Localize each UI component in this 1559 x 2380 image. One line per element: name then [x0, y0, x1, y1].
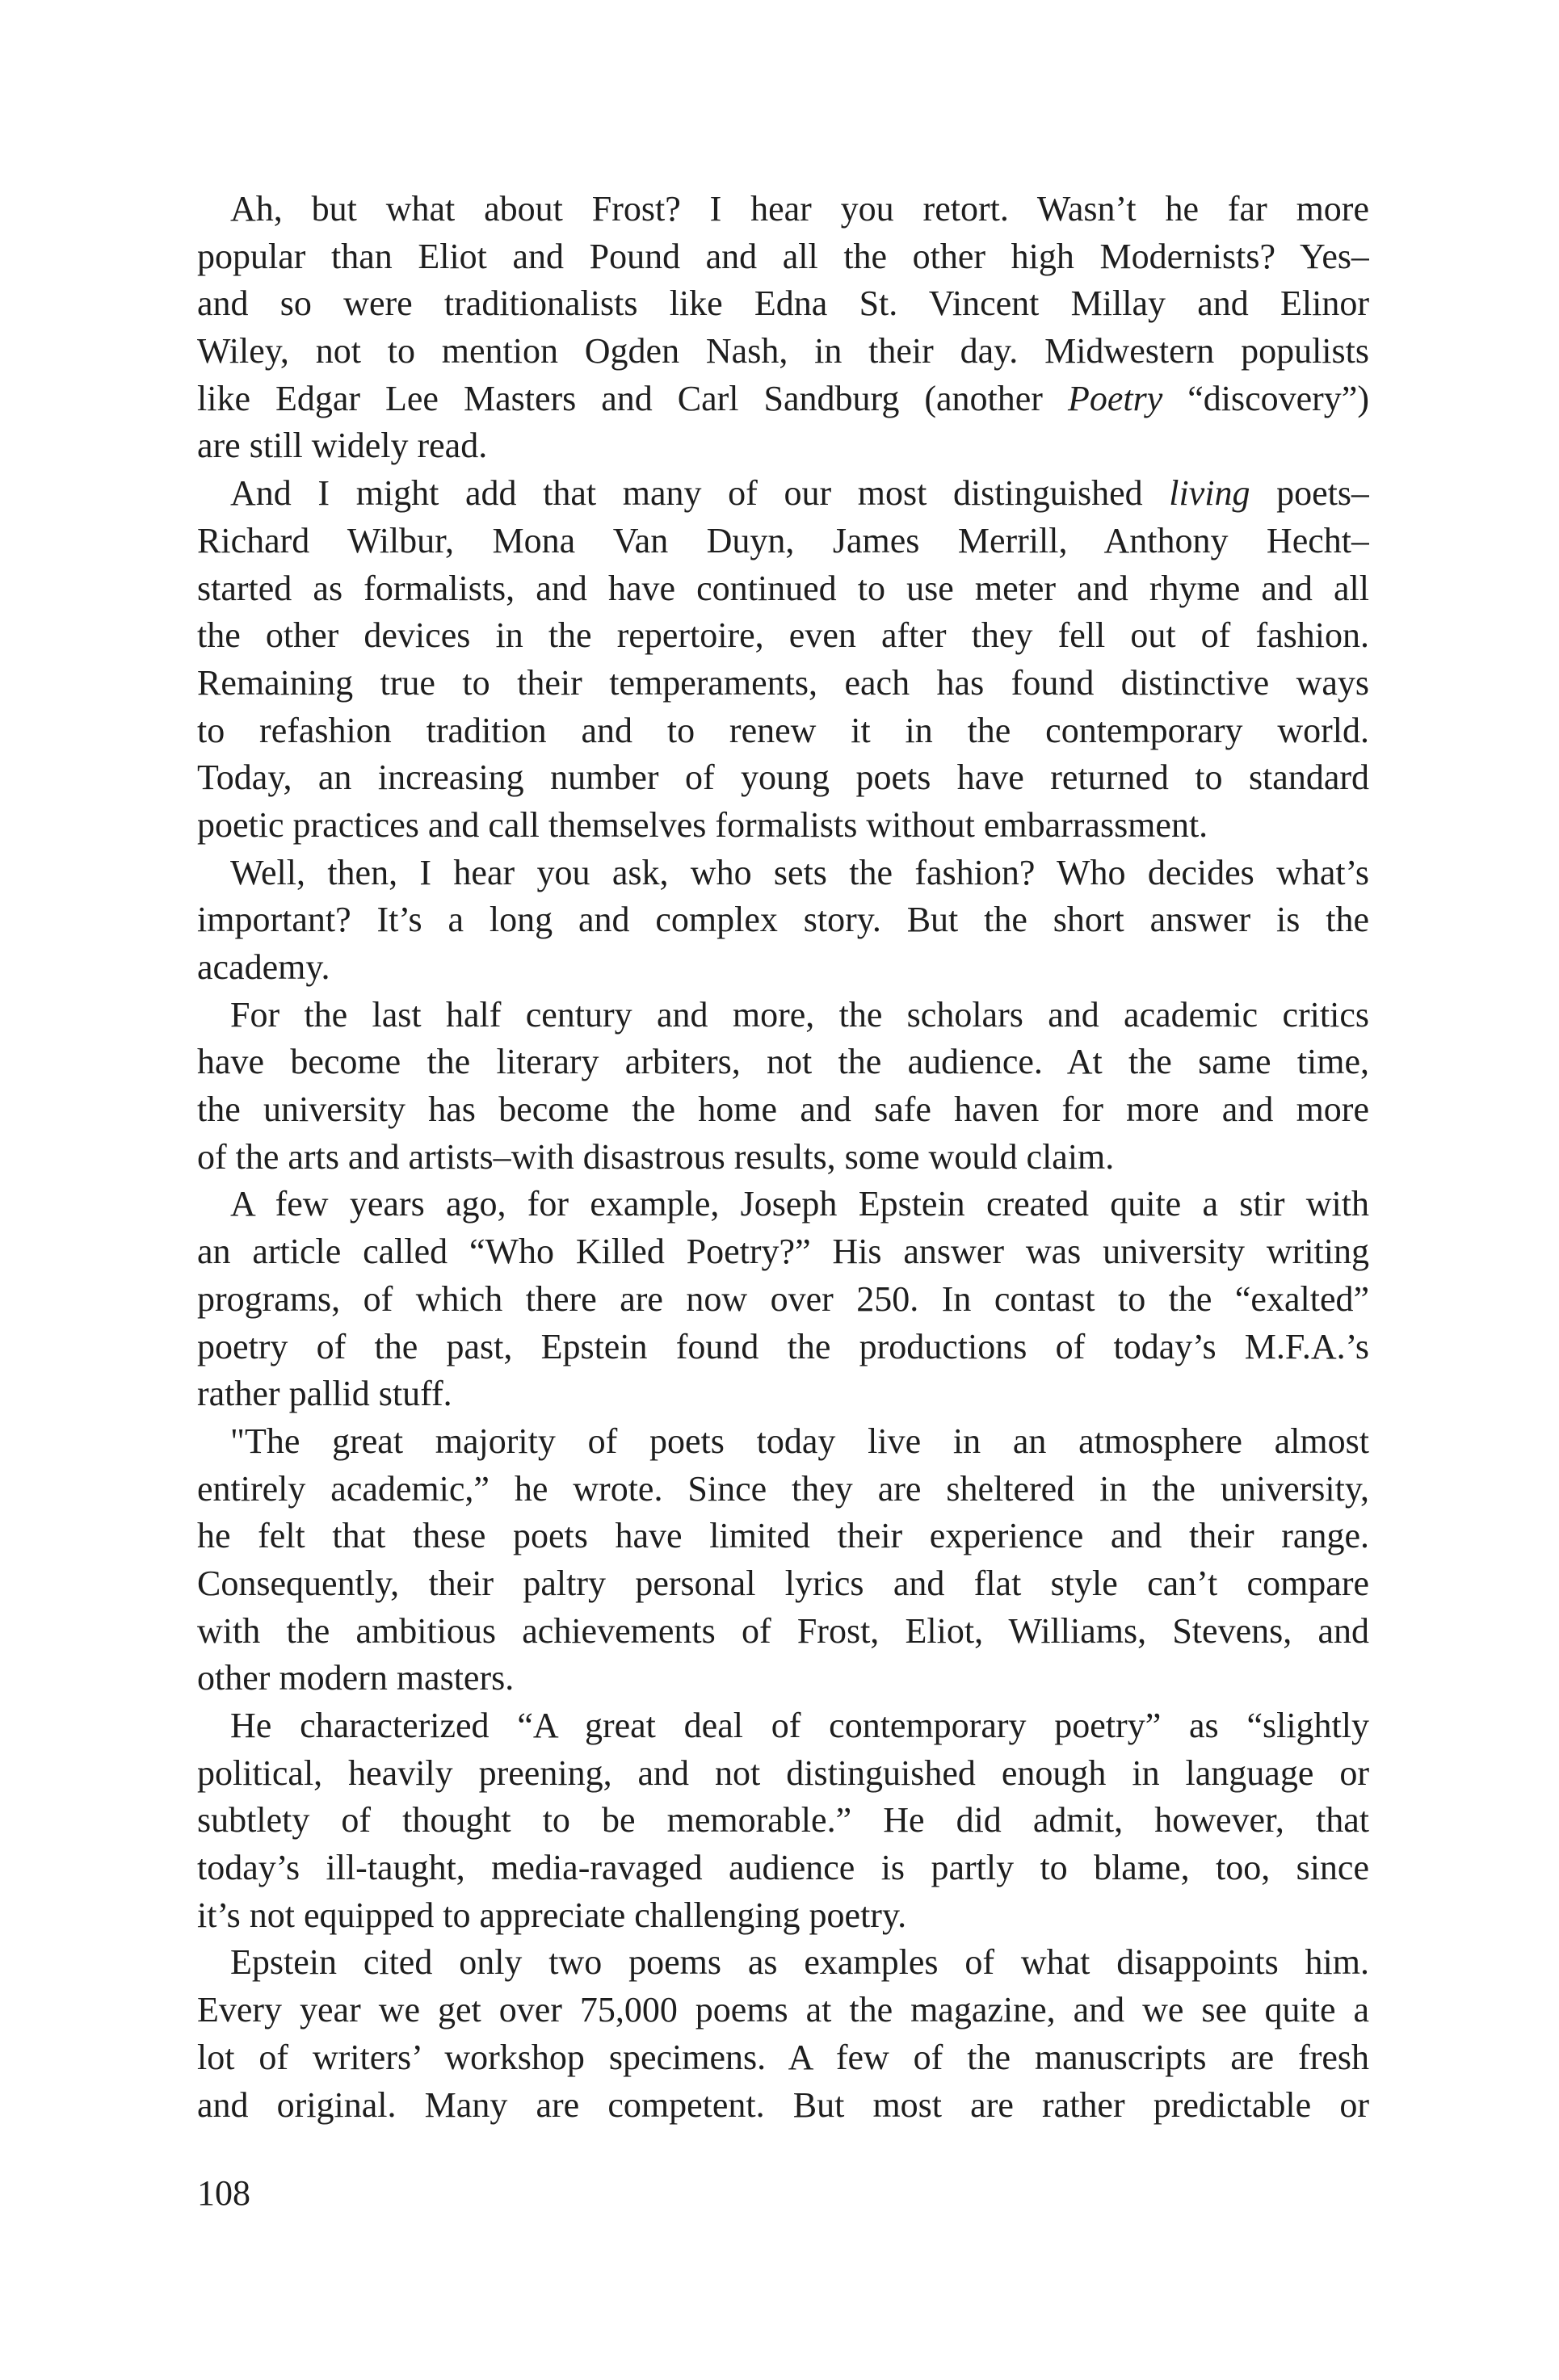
- paragraph: [197, 186, 1369, 470]
- text-line: [197, 1845, 1369, 1892]
- text-segment: popular than Eliot and Pound and all the other high Modernists? Yes–: [197, 236, 1369, 276]
- text-line: [197, 1939, 1369, 1987]
- text-segment: lot of writers’ workshop specimens. A few of the manuscripts are fresh: [197, 2037, 1369, 2077]
- text-line: [197, 1892, 1369, 1940]
- text-segment: He characterized “A great deal of contemporary poetry” as “slightly: [230, 1706, 1369, 1745]
- text-segment: like Edgar Lee Masters and Carl Sandburg (another: [197, 378, 1068, 418]
- text-segment: rather pallid stuff.: [197, 1374, 452, 1414]
- text-line: [197, 233, 1369, 281]
- text-segment: poetic practices and call themselves formalists without embarrassment.: [197, 804, 1208, 845]
- text-segment: of the arts and artists–with disastrous results, some would claim.: [197, 1136, 1115, 1177]
- text-line: [197, 1370, 1369, 1418]
- text-line: [197, 707, 1369, 755]
- text-segment: poetry of the past, Epstein found the productions of today’s M.F.A.’s: [197, 1326, 1369, 1366]
- paragraph: [197, 1939, 1369, 2129]
- text-line: [197, 328, 1369, 376]
- page-body: [197, 186, 1369, 2129]
- text-segment: the university has become the home and safe haven for more and more: [197, 1089, 1369, 1130]
- text-line: [197, 1608, 1369, 1656]
- text-line: [197, 1418, 1369, 1466]
- text-line: [197, 1513, 1369, 1560]
- text-segment: the other devices in the repertoire, even after they fell out of fashion.: [197, 615, 1369, 656]
- text-segment: Wiley, not to mention Ogden Nash, in their day. Midwestern populists: [197, 331, 1369, 371]
- text-line: [197, 992, 1369, 1039]
- paragraph: [197, 992, 1369, 1182]
- text-line: [197, 1750, 1369, 1798]
- text-segment: today’s ill-taught, media-ravaged audience is partly to blame, too, since: [197, 1848, 1369, 1888]
- text-line: [197, 1797, 1369, 1845]
- text-segment: Today, an increasing number of young poets have returned to standard: [197, 758, 1369, 798]
- text-segment: academy.: [197, 947, 330, 987]
- text-segment: he felt that these poets have limited their experience and their range.: [197, 1516, 1369, 1556]
- paragraph: [197, 470, 1369, 850]
- text-line: [197, 518, 1369, 565]
- text-segment: started as formalists, and have continued to use meter and rhyme and all: [197, 568, 1369, 608]
- text-segment: Richard Wilbur, Mona Van Duyn, James Merrill, Anthony Hecht–: [197, 520, 1369, 560]
- text-segment: Every year we get over 75,000 poems at the magazine, and we see quite a: [197, 1990, 1369, 2030]
- text-segment: "The great majority of poets today live in an atmosphere almost: [230, 1421, 1369, 1461]
- text-segment: important? It’s a long and complex story. But the short answer is the: [197, 900, 1369, 940]
- text-segment: with the ambitious achievements of Frost, Eliot, Williams, Stevens, and: [197, 1610, 1369, 1651]
- text-line: [197, 1181, 1369, 1228]
- paragraph: [197, 850, 1369, 992]
- text-segment: entirely academic,” he wrote. Since they are sheltered in the university,: [197, 1468, 1369, 1509]
- text-line: [197, 1987, 1369, 2034]
- paragraph: [197, 1418, 1369, 1702]
- text-line: [197, 2034, 1369, 2082]
- text-line: [197, 186, 1369, 233]
- text-line: [197, 1228, 1369, 1276]
- text-line: [197, 376, 1369, 423]
- text-segment: have become the literary arbiters, not the audience. At the same time,: [197, 1042, 1369, 1082]
- text-segment: “discovery”): [1162, 378, 1369, 418]
- text-segment: other modern masters.: [197, 1658, 515, 1698]
- text-line: [197, 2082, 1369, 2130]
- text-line: [197, 896, 1369, 944]
- text-line: [197, 1702, 1369, 1750]
- italic-text: living: [1169, 473, 1250, 514]
- text-line: [197, 1134, 1369, 1182]
- text-line: [197, 422, 1369, 470]
- text-segment: and so were traditionalists like Edna St. Vincent Millay and Elinor: [197, 283, 1369, 324]
- text-line: [197, 565, 1369, 613]
- text-line: [197, 1655, 1369, 1702]
- text-segment: And I might add that many of our most distinguished: [230, 473, 1170, 514]
- text-line: [197, 1324, 1369, 1371]
- text-line: [197, 1560, 1369, 1608]
- text-line: [197, 1039, 1369, 1086]
- text-segment: to refashion tradition and to renew it in the contemporary world.: [197, 710, 1369, 750]
- text-segment: Remaining true to their temperaments, each has found distinctive ways: [197, 662, 1369, 703]
- page-number: 108: [197, 2173, 250, 2213]
- text-segment: For the last half century and more, the scholars and academic critics: [230, 994, 1369, 1035]
- text-line: [197, 280, 1369, 328]
- text-segment: Ah, but what about Frost? I hear you retort. Wasn’t he far more: [230, 189, 1369, 229]
- text-line: [197, 612, 1369, 660]
- text-segment: poets–: [1250, 473, 1369, 514]
- text-segment: Consequently, their paltry personal lyrics and flat style can’t compare: [197, 1563, 1369, 1603]
- text-segment: are still widely read.: [197, 426, 488, 466]
- text-segment: Well, then, I hear you ask, who sets the fashion? Who decides what’s: [230, 852, 1369, 892]
- text-segment: it’s not equipped to appreciate challenging poetry.: [197, 1895, 907, 1935]
- text-line: [197, 754, 1369, 802]
- text-line: [197, 802, 1369, 850]
- text-segment: an article called “Who Killed Poetry?” His answer was university writing: [197, 1232, 1369, 1272]
- text-segment: political, heavily preening, and not distinguished enough in language or: [197, 1752, 1369, 1793]
- italic-text: Poetry: [1067, 378, 1163, 418]
- text-line: [197, 850, 1369, 897]
- text-segment: Epstein cited only two poems as examples of what disappoints him.: [230, 1942, 1369, 1983]
- text-line: [197, 660, 1369, 707]
- paragraph: [197, 1702, 1369, 1939]
- text-segment: A few years ago, for example, Joseph Epstein created quite a stir with: [230, 1184, 1369, 1224]
- paragraph: [197, 1181, 1369, 1417]
- text-segment: subtlety of thought to be memorable.” He did admit, however, that: [197, 1800, 1369, 1841]
- text-segment: and original. Many are competent. But most are rather predictable or: [197, 2084, 1369, 2125]
- text-line: [197, 1276, 1369, 1324]
- text-line: [197, 470, 1369, 518]
- text-line: [197, 944, 1369, 992]
- text-segment: programs, of which there are now over 250. In contast to the “exalted”: [197, 1278, 1369, 1319]
- text-line: [197, 1466, 1369, 1513]
- text-line: [197, 1086, 1369, 1134]
